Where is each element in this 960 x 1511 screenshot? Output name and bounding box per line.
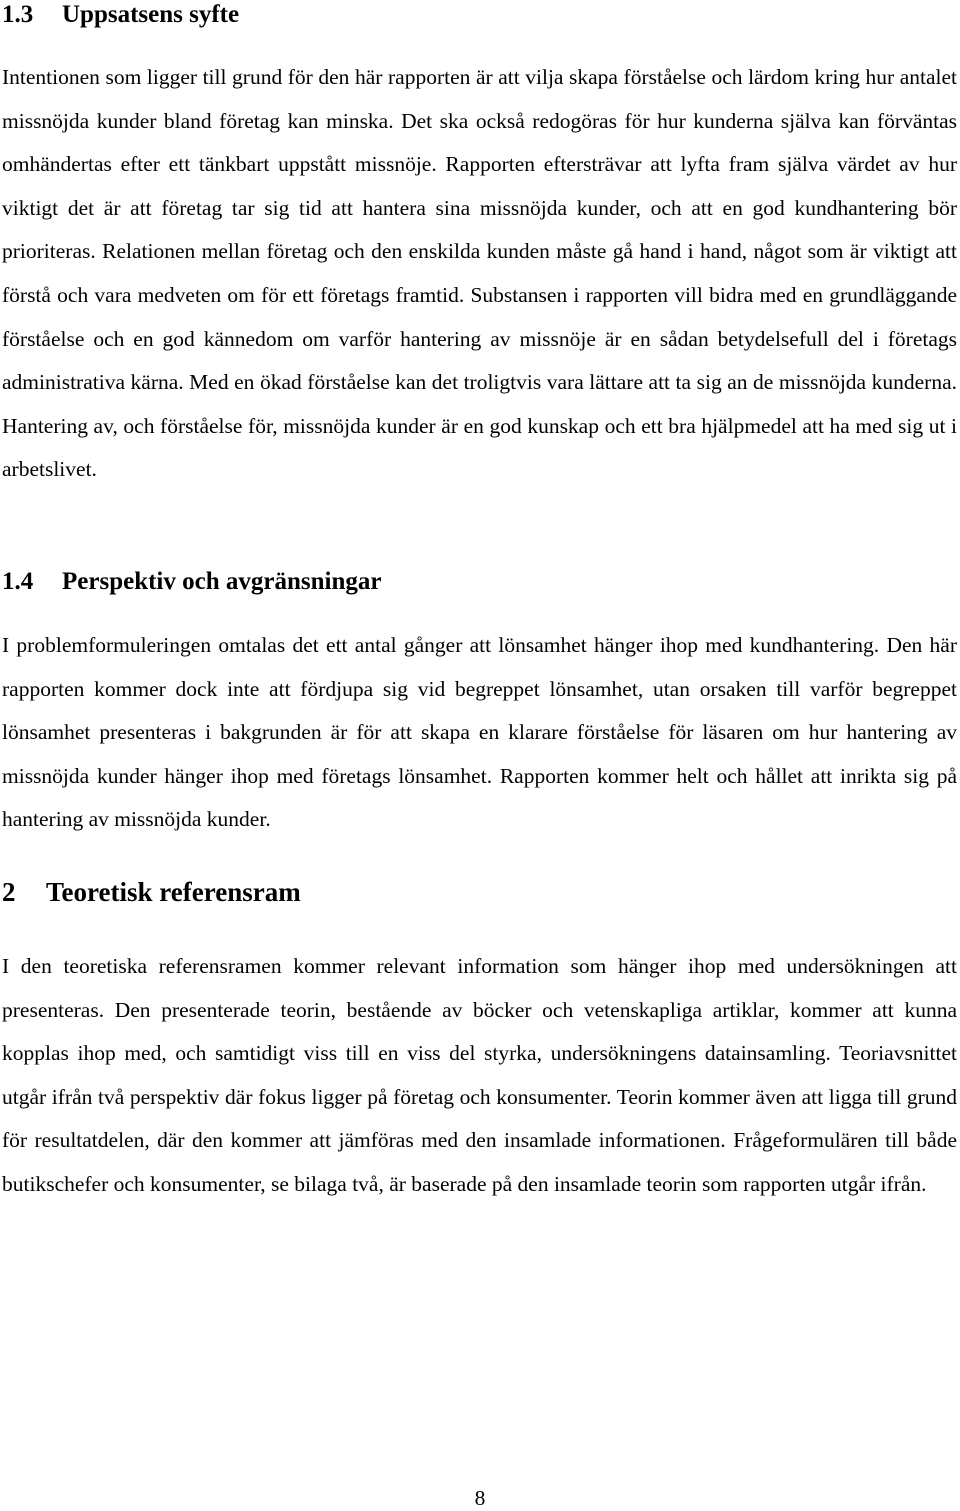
paragraph-teoretisk-referensram: I den teoretiska referensramen kommer relevant information som hänger ihop med undersökningen att presenteras. Den presenterade teorin, bestående av böcker och vetenskapliga artiklar, kommer att kunna kopplas ihop med, och samtidigt viss till en viss del styrka, undersökningens datainsamling. Teoriavsnittet utgår ifrån två perspektiv där fokus ligger på företag och konsumenter. Teorin kommer även att ligga till grund för resultatdelen, där den kommer att jämföras med den insamlade informationen. Frågeformulären till både butikschefer och konsumenter, se bilaga två, är baserade på den insamlade teorin som rapporten utgår ifrån. — [2, 954, 957, 1196]
paragraph-perspektiv: I problemformuleringen omtalas det ett antal gånger att lönsamhet hänger ihop med kundhantering. Den här rapporten kommer dock inte att fördjupa sig vid begreppet lönsamhet, utan orsaken till varför begreppet lönsamhet presenteras i bakgrunden är för att skapa en klarare förståelse för läsaren om hur hantering av missnöjda kunder hänger ihop med företags lönsamhet. Rapporten kommer helt och hållet att inrikta sig på hantering av missnöjda kunder. — [2, 633, 957, 832]
section-heading-teoretisk-referensram — [2, 879, 301, 906]
section-title: Uppsatsens syfte — [62, 1, 240, 28]
section-heading-perspektiv — [2, 569, 381, 594]
section-number: 1.4 — [2, 568, 34, 595]
section-number: 1.3 — [2, 1, 34, 28]
section-title: Perspektiv och avgränsningar — [62, 568, 382, 595]
section-number: 2 — [2, 877, 16, 907]
page-number: 8 — [474, 1486, 486, 1510]
paragraph-uppsatsens-syfte: Intentionen som ligger till grund för den här rapporten är att vilja skapa förståelse och lärdom kring hur antalet missnöjda kunder bland företag kan minska. Det ska också redogöras för hur kunderna själva kan förväntas omhändertas efter ett tänkbart uppstått missnöje. Rapporten eftersträvar att lyfta fram själva värdet av hur viktigt det är att företag tar sig tid att hantera sina missnöjda kunder, och att en god kundhantering bör prioriteras. Relationen mellan företag och den enskilda kunden måste gå hand i hand, något som är viktigt att förstå och vara medveten om för ett företags framtid. Substansen i rapporten vill bidra med en grundläggande förståelse och en god kännedom om varför hantering av missnöje är en sådan betydelsefull del i företags administrativa kärna. Med en ökad förståelse kan det troligtvis vara lättare att ta sig an de missnöjda kunderna. Hantering av, och förståelse för, missnöjda kunder är en god kunskap och ett bra hjälpmedel att ha med sig ut i arbetslivet. — [2, 65, 957, 482]
section-title: Teoretisk referensram — [46, 877, 301, 907]
section-heading-uppsatsens-syfte — [2, 2, 239, 27]
